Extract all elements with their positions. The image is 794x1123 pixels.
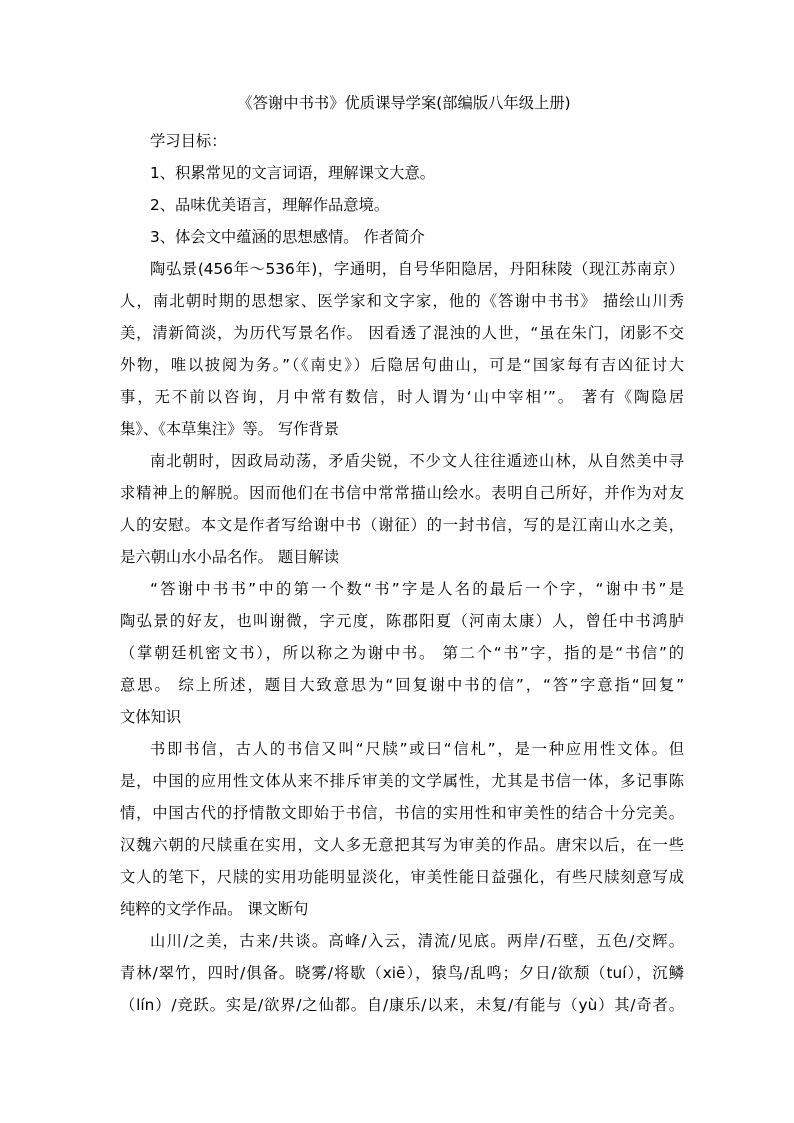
paragraph-line: 是六朝山水小品名作。 题目解读 <box>120 548 340 566</box>
paragraph-line: 是，中国的应用性文体从来不排斥审美的文学属性，尤其是书信一体，多记事陈 <box>120 772 684 790</box>
learning-goals-label: 学习目标： <box>150 132 227 150</box>
paragraph-line: 情，中国古代的抒情散文即始于书信，书信的实用性和审美性的结合十分完美。 <box>120 804 684 822</box>
goal-item: 1、积累常见的文言词语，理解课文大意。 <box>150 164 436 182</box>
paragraph-line: （lín）/竞跃。实是/欲界/之仙都。自/康乐/以来，未复/有能与（yù）其/奇者。 <box>120 996 684 1014</box>
paragraph-line: 美，清新简淡，为历代写景名作。 因看透了混浊的人世，“虽在朱门，闭影不交 <box>120 324 684 342</box>
paragraph-line: 求精神上的解脱。因而他们在书信中常常描山绘水。表明自己所好，并作为对友 <box>120 484 684 502</box>
paragraph-author-intro <box>120 253 684 445</box>
paragraph-line: 外物，唯以披阅为务。”（《南史》）后隐居句曲山，可是“国家每有吉凶征讨大 <box>120 356 684 374</box>
paragraph-line: 青林/翠竹，四时/俱备。晓雾/将歇（xiē），猿鸟/乱鸣；夕日/欲颓（tuí），沉鳞 <box>120 964 684 982</box>
document-title: 《答谢中书书》优质课导学案(部编版八年级上册) <box>237 94 571 112</box>
goal-item: 2、品味优美语言，理解作品意境。 <box>150 196 390 214</box>
paragraph-line: 文体知识 <box>120 708 182 726</box>
paragraph-line: 南北朝时，因政局动荡，矛盾尖锐，不少文人往往遁迹山林，从自然美中寻 <box>150 452 684 470</box>
document-body <box>120 125 684 1021</box>
paragraph-line: （掌朝廷机密文书），所以称之为谢中书。 第二个“书”字，指的是“书信”的 <box>120 644 684 662</box>
paragraph-line: 陶弘景的好友，也叫谢微，字元度，陈郡阳夏（河南太康）人，曾任中书鸿胪 <box>120 612 684 630</box>
paragraph-line: 纯粹的文学作品。 课文断句 <box>120 900 309 918</box>
goal-item: 3、体会文中蕴涵的思想感情。 作者简介 <box>150 228 425 246</box>
paragraph-line: 陶弘景(456年～536年)，字通明，自号华阳隐居，丹阳秣陵（现江苏南京） <box>150 260 684 278</box>
paragraph-line: 文人的笔下，尺牍的实用功能明显淡化，审美性能日益强化，有些尺牍刻意写成 <box>120 868 684 886</box>
paragraph-line: 人，南北朝时期的思想家、医学家和文字家，他的《答谢中书书》 描绘山川秀 <box>120 292 684 310</box>
paragraph-title-explanation <box>120 573 684 733</box>
paragraph-line: “答谢中书书”中的第一个数“书”字是人名的最后一个字，“谢中书”是 <box>150 580 684 598</box>
paragraph-line: 书即书信，古人的书信又叫“尺牍”或曰“信札”，是一种应用性文体。但 <box>150 740 684 758</box>
paragraph-line: 汉魏六朝的尺牍重在实用，文人多无意把其写为审美的作品。唐宋以后，在一些 <box>120 836 684 854</box>
paragraph-line: 山川/之美，古来/共谈。高峰/入云，清流/见底。两岸/石壁，五色/交辉。 <box>150 932 684 950</box>
paragraph-genre-knowledge <box>120 733 684 925</box>
paragraph-line: 意思。 综上所述，题目大致意思为“回复谢中书的信”，“答”字意指“回复” <box>120 676 684 694</box>
paragraph-line: 集》、《本草集注》等。 写作背景 <box>120 420 340 438</box>
paragraph-background <box>120 445 684 573</box>
paragraph-line: 人的安慰。本文是作者写给谢中书（谢征）的一封书信，写的是江南山水之美， <box>120 516 684 534</box>
paragraph-line: 事，无不前以咨询，月中常有数信，时人谓为‘山中宰相’”。 著有《陶隐居 <box>120 388 684 406</box>
paragraph-text-segmentation <box>120 925 684 1021</box>
